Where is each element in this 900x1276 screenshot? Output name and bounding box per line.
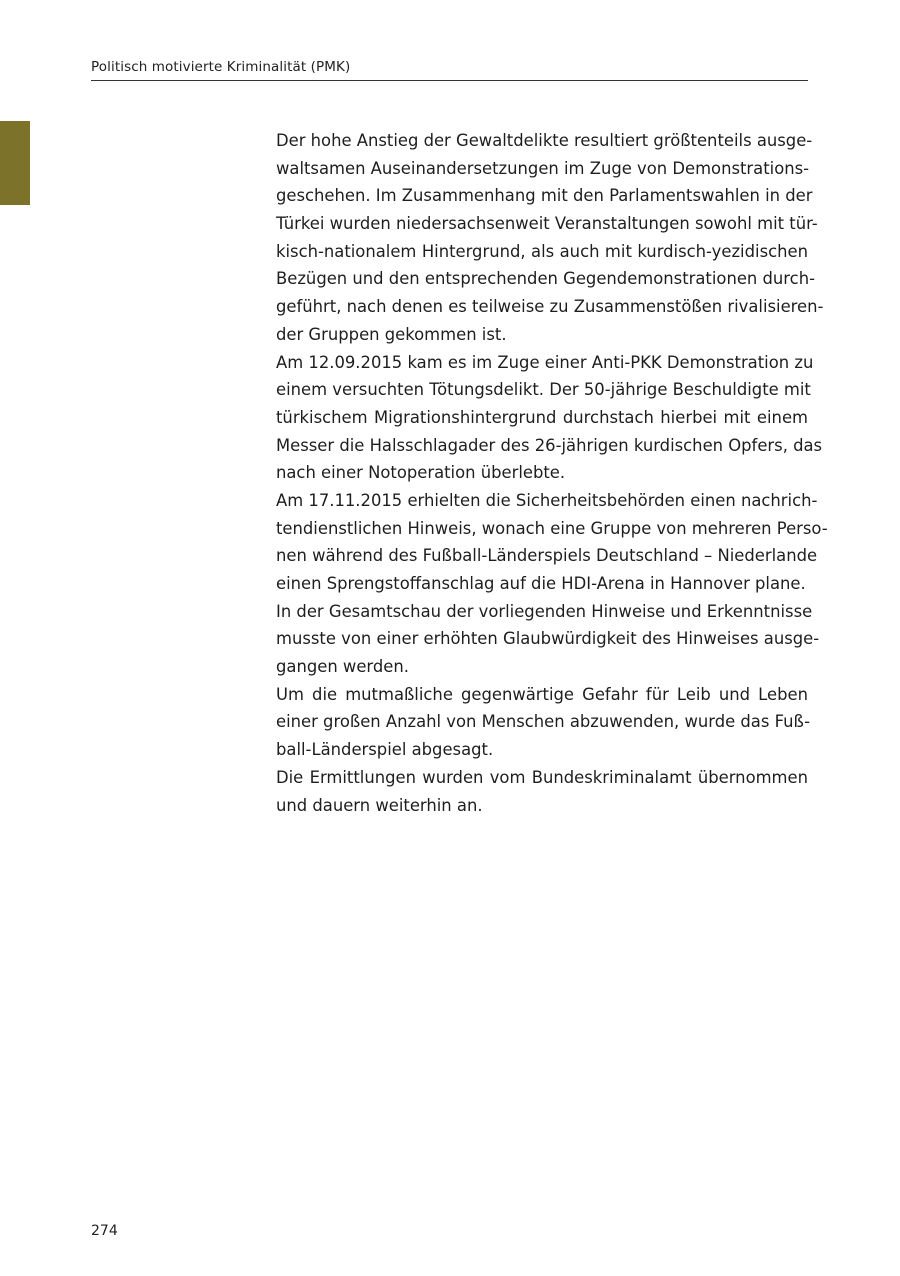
header-rule (91, 80, 808, 81)
paragraph-gewaltdelikte (276, 127, 824, 349)
text-line: Der hohe Anstieg der Gewaltdelikte resultiert größtenteils ausge- (276, 131, 813, 150)
text-line: gangen werden. (276, 657, 409, 677)
text-line: In der Gesamtschau der vorliegenden Hinweise und Erkenntnisse (276, 601, 813, 621)
text-line: ball-Länderspiel abgesagt. (276, 740, 494, 760)
text-line: einem versuchten Tötungsdelikt. Der 50-jährige Beschuldigte mit (276, 380, 811, 400)
body-text (276, 127, 828, 819)
text-line: Um die mutmaßliche gegenwärtige Gefahr für Leib und Leben (276, 684, 808, 704)
paragraph-absage (276, 681, 811, 764)
text-line: Messer die Halsschlagader des 26-jährigen kurdischen Opfers, das (276, 435, 823, 455)
text-line: türkischem Migrationshintergrund durchstach hierbei mit einem (276, 407, 808, 427)
text-line: und dauern weiterhin an. (276, 795, 483, 815)
text-line: einer großen Anzahl von Menschen abzuwenden, wurde das Fuß- (276, 712, 811, 732)
text-line: Am 12.09.2015 kam es im Zuge einer Anti-PKK Demonstration zu (276, 352, 814, 372)
text-line: Türkei wurden niedersachsenweit Veranstaltungen sowohl mit tür- (276, 214, 818, 234)
page-number: 274 (91, 1223, 118, 1239)
text-line: tendienstlichen Hinweis, wonach eine Gruppe von mehreren Perso- (276, 518, 828, 538)
text-line: nach einer Notoperation überlebte. (276, 463, 566, 483)
text-line: kisch-nationalem Hintergrund, als auch mit kurdisch-yezidischen (276, 241, 808, 261)
paragraph-ermittlungen (276, 764, 808, 819)
running-header: Politisch motivierte Kriminalität (PMK) (91, 59, 351, 75)
text-line: geschehen. Im Zusammenhang mit den Parlamentswahlen in der (276, 186, 813, 206)
text-line: einen Sprengstoffanschlag auf die HDI-Arena in Hannover plane. (276, 574, 806, 593)
paragraph-hinweis (276, 487, 828, 598)
text-line: Die Ermittlungen wurden vom Bundeskriminalamt übernommen (276, 767, 808, 787)
text-line: waltsamen Auseinandersetzungen im Zuge von Demonstrations- (276, 158, 810, 178)
text-line: nen während des Fußball-Länderspiels Deutschland – Niederlande (276, 546, 818, 566)
text-line: Bezügen und den entsprechenden Gegendemonstrationen durch- (276, 269, 815, 289)
text-line: der Gruppen gekommen ist. (276, 324, 507, 344)
chapter-tab-marker (0, 121, 30, 205)
text-line: geführt, nach denen es teilweise zu Zusammenstößen rivalisieren- (276, 297, 824, 317)
text-line: musste von einer erhöhten Glaubwürdigkeit des Hinweises ausge- (276, 629, 820, 649)
text-line: Am 17.11.2015 erhielten die Sicherheitsbehörden einen nachrich- (276, 490, 818, 510)
paragraph-toetungsdelikt (276, 349, 823, 487)
paragraph-gesamtschau (276, 598, 820, 681)
